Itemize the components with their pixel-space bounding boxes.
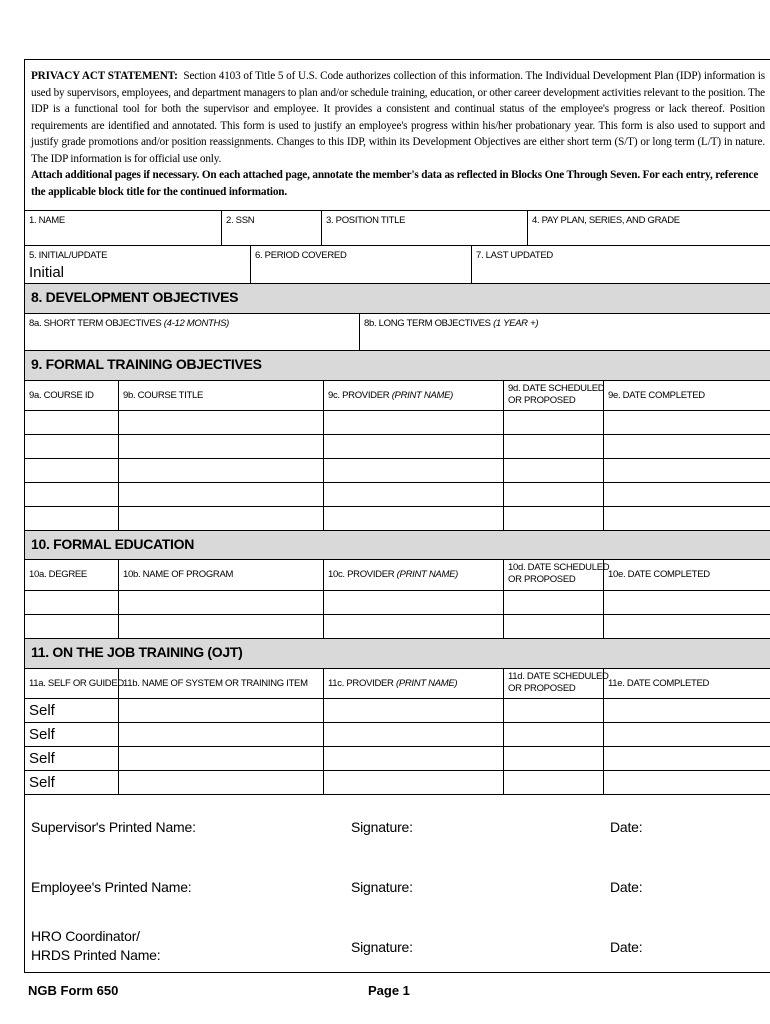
table-cell[interactable] xyxy=(603,483,770,506)
section-11-title: 11. ON THE JOB TRAINING (OJT) xyxy=(31,644,243,660)
table-cell[interactable] xyxy=(25,615,118,638)
ojt-date-completed-header: 11e. DATE COMPLETED xyxy=(603,669,770,698)
section-9-title: 9. FORMAL TRAINING OBJECTIVES xyxy=(31,356,262,372)
table-row xyxy=(25,458,770,482)
training-header-row xyxy=(25,380,770,410)
self-or-guided-cell[interactable]: Self xyxy=(29,726,55,743)
table-cell[interactable] xyxy=(25,435,118,458)
table-cell[interactable] xyxy=(503,591,603,614)
table-row xyxy=(25,770,770,794)
training-date-scheduled-header: 9d. DATE SCHEDULED OR PROPOSED xyxy=(503,381,603,410)
supervisor-date-label: Date: xyxy=(610,819,643,835)
row-identity xyxy=(25,210,770,245)
table-cell[interactable] xyxy=(603,699,770,722)
supervisor-name-label: Supervisor's Printed Name: xyxy=(31,819,196,835)
employee-date-label: Date: xyxy=(610,879,643,895)
long-term-label: 8b. LONG TERM OBJECTIVES (1 YEAR +) xyxy=(364,318,539,329)
table-cell[interactable] xyxy=(323,747,503,770)
name-field[interactable] xyxy=(25,211,221,245)
table-cell[interactable] xyxy=(25,591,118,614)
table-cell[interactable] xyxy=(118,483,323,506)
long-term-objectives-field[interactable] xyxy=(359,314,770,350)
training-date-completed-header: 9e. DATE COMPLETED xyxy=(603,381,770,410)
attach-instructions: Attach additional pages if necessary. On each attached page, annotate the member's data as reflected in Blocks One Through Seven. For each entry, reference the applicable block title for the continued information. xyxy=(31,169,759,198)
hro-name-label: HRO Coordinator/ HRDS Printed Name: xyxy=(31,928,161,963)
table-row xyxy=(25,698,770,722)
table-cell[interactable] xyxy=(603,615,770,638)
table-cell[interactable] xyxy=(503,699,603,722)
idp-form xyxy=(24,59,770,973)
table-cell[interactable] xyxy=(118,435,323,458)
section-8-title: 8. DEVELOPMENT OBJECTIVES xyxy=(31,289,239,305)
table-cell[interactable] xyxy=(503,747,603,770)
table-cell[interactable] xyxy=(323,411,503,434)
table-row xyxy=(25,590,770,614)
table-cell[interactable] xyxy=(323,459,503,482)
table-cell[interactable] xyxy=(25,483,118,506)
education-header-row xyxy=(25,559,770,590)
hro-date-label: Date: xyxy=(610,939,643,955)
table-cell[interactable] xyxy=(503,483,603,506)
table-row xyxy=(25,614,770,638)
short-term-objectives-field[interactable] xyxy=(25,314,359,350)
table-cell[interactable] xyxy=(603,723,770,746)
self-or-guided-cell[interactable]: Self xyxy=(29,774,55,791)
initial-update-field[interactable] xyxy=(25,246,250,283)
table-cell[interactable] xyxy=(323,723,503,746)
table-row xyxy=(25,746,770,770)
table-cell[interactable] xyxy=(603,435,770,458)
initial-update-value: Initial xyxy=(29,264,65,281)
hro-signature-label: Signature: xyxy=(351,939,413,955)
ssn-field[interactable] xyxy=(221,211,321,245)
section-10-title: 10. FORMAL EDUCATION xyxy=(31,536,195,552)
employee-signature-label: Signature: xyxy=(351,879,413,895)
table-cell[interactable] xyxy=(25,507,118,530)
supervisor-signature-label: Signature: xyxy=(351,819,413,835)
section-formal-training xyxy=(25,350,770,380)
table-cell[interactable] xyxy=(323,615,503,638)
period-covered-field[interactable] xyxy=(250,246,471,283)
table-cell[interactable] xyxy=(25,459,118,482)
education-date-scheduled-header: 10d. DATE SCHEDULED OR PROPOSED xyxy=(503,560,603,590)
ojt-date-scheduled-header: 11d. DATE SCHEDULED OR PROPOSED xyxy=(503,669,603,698)
table-cell[interactable] xyxy=(25,411,118,434)
last-updated-field[interactable] xyxy=(471,246,770,283)
table-row xyxy=(25,434,770,458)
section-formal-education xyxy=(25,530,770,559)
table-cell[interactable] xyxy=(603,747,770,770)
table-cell[interactable] xyxy=(118,747,323,770)
table-cell[interactable] xyxy=(503,615,603,638)
table-cell[interactable] xyxy=(118,507,323,530)
table-cell[interactable] xyxy=(323,435,503,458)
position-title-label: 3. POSITION TITLE xyxy=(326,215,406,226)
initial-update-label: 5. INITIAL/UPDATE xyxy=(29,250,108,261)
privacy-text: Section 4103 of Title 5 of U.S. Code authorizes collection of this information. The Individual Development Plan (IDP) information is used by supervisors, employees, and department managers to plan and/or schedule training, education, or other career development activities relevant to the position. The IDP is a functional tool for both the supervisor and employee. It provides a consistent and continual status of the employee's progress or lack thereof. Position requirements are identified and annotated. This form is used to justify an employee's progress within his/her probationary year. This form is also used to support and justify grade promotions and/or position reassignments. Changes to this IDP, within its Development Objectives are either short term (S/T) or long term (L/T) in nature. The IDP information is for official use only. xyxy=(31,70,765,165)
ssn-label: 2. SSN xyxy=(226,215,255,226)
table-row xyxy=(25,506,770,530)
table-cell[interactable] xyxy=(118,411,323,434)
table-cell[interactable] xyxy=(118,615,323,638)
table-cell[interactable] xyxy=(503,723,603,746)
page-number: Page 1 xyxy=(368,983,410,998)
section-on-the-job-training xyxy=(25,638,770,668)
table-cell[interactable] xyxy=(503,435,603,458)
row-objectives xyxy=(25,313,770,350)
table-cell[interactable] xyxy=(603,591,770,614)
table-row xyxy=(25,482,770,506)
table-cell[interactable] xyxy=(503,411,603,434)
table-cell[interactable] xyxy=(118,591,323,614)
education-date-completed-header: 10e. DATE COMPLETED xyxy=(603,560,770,590)
period-covered-label: 6. PERIOD COVERED xyxy=(255,250,347,261)
self-or-guided-cell[interactable]: Self xyxy=(29,702,55,719)
program-name-header: 10b. NAME OF PROGRAM xyxy=(118,560,323,590)
table-cell[interactable] xyxy=(118,723,323,746)
table-cell[interactable] xyxy=(323,483,503,506)
table-cell[interactable] xyxy=(503,459,603,482)
table-cell[interactable] xyxy=(603,411,770,434)
last-updated-label: 7. LAST UPDATED xyxy=(476,250,553,261)
signature-block xyxy=(25,794,770,972)
self-or-guided-cell[interactable]: Self xyxy=(29,750,55,767)
table-cell[interactable] xyxy=(503,771,603,794)
table-cell[interactable] xyxy=(118,699,323,722)
table-row xyxy=(25,410,770,434)
table-cell[interactable] xyxy=(603,771,770,794)
table-cell[interactable] xyxy=(503,507,603,530)
table-cell[interactable] xyxy=(323,507,503,530)
name-label: 1. NAME xyxy=(29,215,65,226)
ojt-header-row xyxy=(25,668,770,698)
course-title-header: 9b. COURSE TITLE xyxy=(118,381,323,410)
self-or-guided-header: 11a. SELF OR GUIDED xyxy=(29,678,124,689)
table-cell[interactable] xyxy=(323,699,503,722)
employee-name-label: Employee's Printed Name: xyxy=(31,879,192,895)
table-row xyxy=(25,722,770,746)
table-cell[interactable] xyxy=(118,459,323,482)
pay-plan-field[interactable] xyxy=(527,211,770,245)
position-title-field[interactable] xyxy=(321,211,527,245)
ojt-provider-header: 11c. PROVIDER (PRINT NAME) xyxy=(323,669,503,698)
short-term-label: 8a. SHORT TERM OBJECTIVES (4-12 MONTHS) xyxy=(29,318,229,329)
privacy-act-statement xyxy=(31,68,765,200)
table-cell[interactable] xyxy=(323,591,503,614)
pay-plan-label: 4. PAY PLAN, SERIES, AND GRADE xyxy=(532,215,680,226)
training-provider-header: 9c. PROVIDER (PRINT NAME) xyxy=(323,381,503,410)
table-cell[interactable] xyxy=(323,771,503,794)
form-number: NGB Form 650 xyxy=(28,983,119,998)
education-provider-header: 10c. PROVIDER (PRINT NAME) xyxy=(323,560,503,590)
section-development-objectives xyxy=(25,283,770,313)
table-cell[interactable] xyxy=(118,771,323,794)
row-status xyxy=(25,245,770,283)
course-id-header: 9a. COURSE ID xyxy=(29,390,94,401)
table-cell[interactable] xyxy=(603,507,770,530)
table-cell[interactable] xyxy=(603,459,770,482)
privacy-heading: PRIVACY ACT STATEMENT: xyxy=(31,70,178,82)
system-name-header: 11b. NAME OF SYSTEM OR TRAINING ITEM xyxy=(118,669,323,698)
degree-header: 10a. DEGREE xyxy=(29,569,87,580)
